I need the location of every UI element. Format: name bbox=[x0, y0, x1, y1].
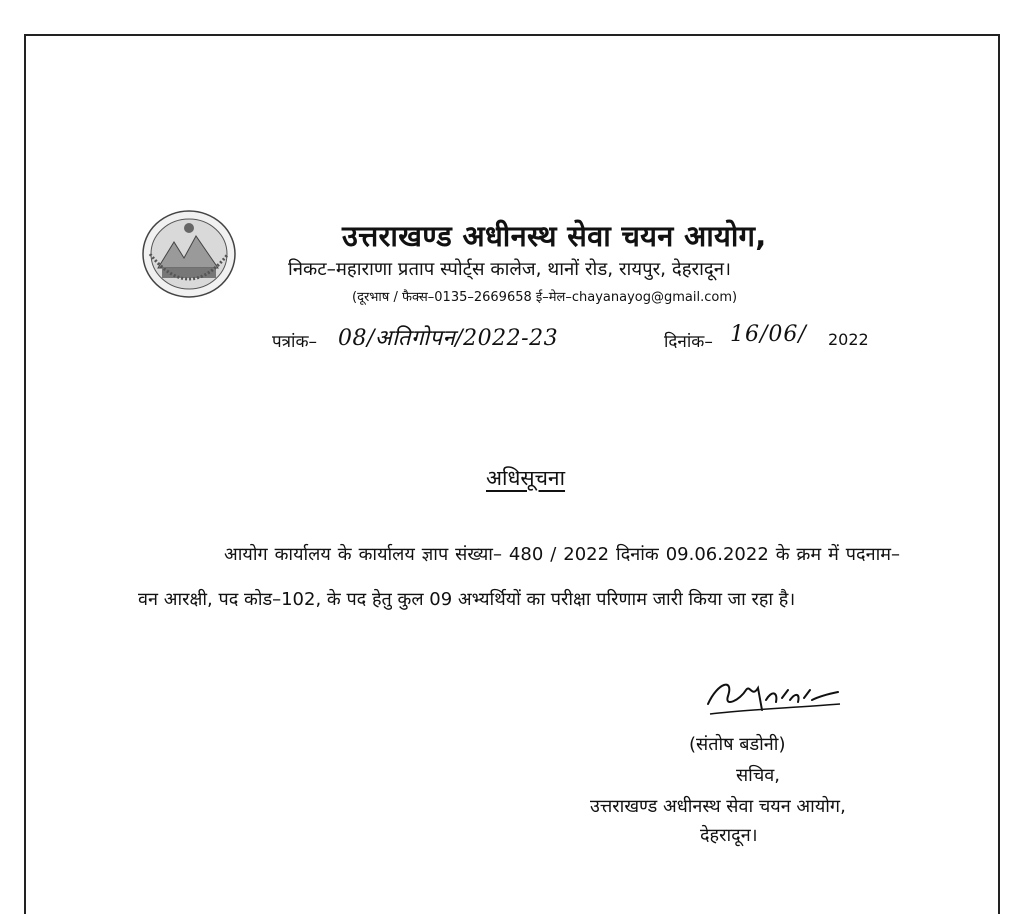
date-handwritten: 16/06/ bbox=[730, 322, 807, 347]
signatory-designation: सचिव, bbox=[736, 765, 780, 786]
commission-emblem-logo bbox=[140, 208, 238, 300]
date-label: दिनांक– bbox=[664, 332, 713, 352]
notice-heading: अधिसूचना bbox=[486, 466, 566, 490]
signatory-organization: उत्तराखण्ड अधीनस्थ सेवा चयन आयोग, bbox=[590, 796, 846, 817]
organization-title: उत्तराखण्ड अधीनस्थ सेवा चयन आयोग, bbox=[342, 219, 767, 253]
organization-contact: (दूरभाष / फैक्स–0135–2669658 ई–मेल–chayanayog@gmail.com) bbox=[352, 290, 738, 305]
notice-body: आयोग कार्यालय के कार्यालय ज्ञाप संख्या– 480 / 2022 दिनांक 09.06.2022 के क्रम में पदनाम–वन आरक्षी, पद कोड–102, के पद हेतु कुल 09 अभ्यर्थियों का परीक्षा परिणाम जारी किया जा रहा है। bbox=[138, 544, 900, 610]
signatory-name: (संतोष बडोनी) bbox=[689, 734, 786, 755]
reference-number: 08/अतिगोपन/2022-23 bbox=[338, 326, 559, 351]
date-year: 2022 bbox=[828, 330, 869, 349]
handwritten-signature bbox=[700, 670, 850, 722]
reference-label: पत्रांक– bbox=[272, 332, 317, 352]
signatory-place: देहरादून। bbox=[700, 825, 758, 846]
organization-address: निकट–महाराणा प्रताप स्पोर्ट्स कालेज, थानों रोड, रायपुर, देहरादून। bbox=[288, 259, 732, 280]
